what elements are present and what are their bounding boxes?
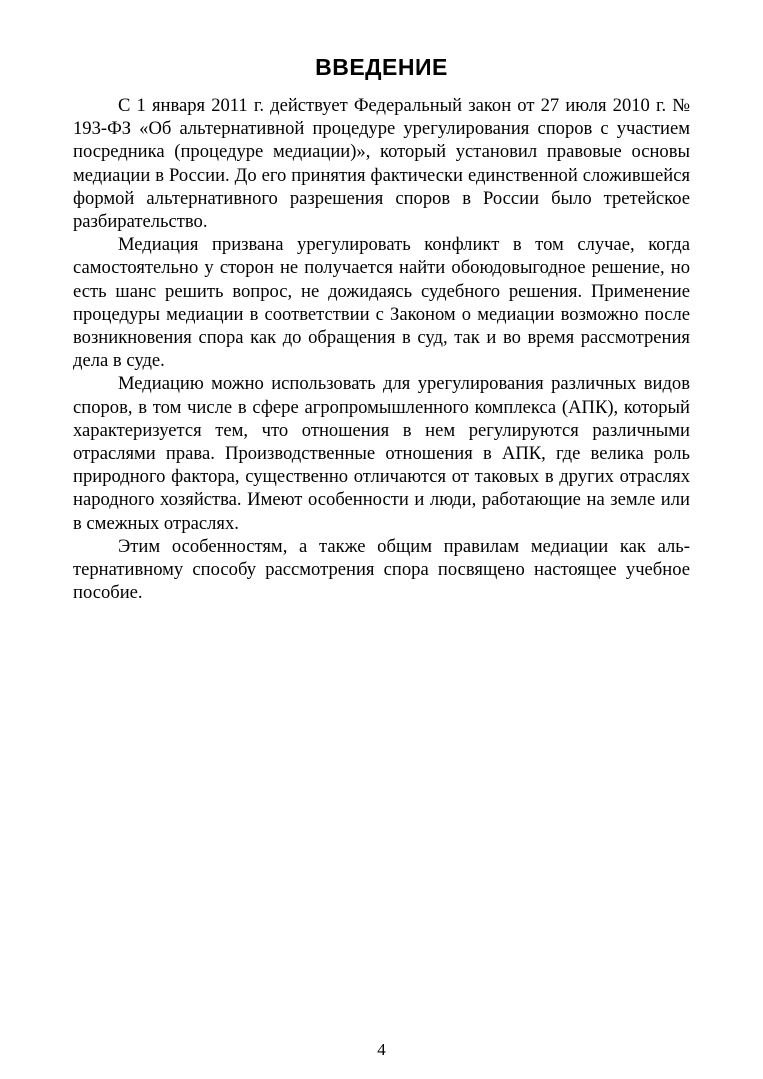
paragraph-2: Медиация призвана урегулировать конфликт в том случае, когда самостоятельно у сторон не получается найти обоюдовыгодное решение, но есть шанс решить вопрос, не дожидаясь судебного решения. Применение процедуры медиации в соответствии с Законом о медиации возможно после возникновения спора как до обращения в суд, так и во время рассмотрения дела в суде. [73,234,690,372]
paragraph-3: Медиацию можно использовать для урегулирования различных видов споров, в том числе в сфере агропромышленного комплекса (АПК), который характеризуется тем, что отношения в нем регулируются различными отраслями права. Производственные отношения в АПК, где велика роль природного фактора, существенно отличаются от таковых в других отраслях народного хозяйства. Имеют особенности и люди, работающие на земле или в смежных отраслях. [73,373,690,534]
body-text [73,94,690,604]
page-number: 4 [377,1040,386,1059]
page-title: ВВЕДЕНИЕ [315,54,448,80]
paragraph-4: Этим особенностям, а также общим правилам медиации как альтернативному способу рассмотрения спора посвящено настоящее учебное пособие. [73,535,690,604]
paragraph-1: С 1 января 2011 г. действует Федеральный закон от 27 июля 2010 г. № 193-ФЗ «Об альтернативной процедуре урегулирования споров с участием посредника (процедуре медиации)», который установил правовые основы медиации в России. До его принятия фактически единственной сложившейся формой альтернативного разрешения споров в России было третейское разбирательство. [73,95,690,233]
